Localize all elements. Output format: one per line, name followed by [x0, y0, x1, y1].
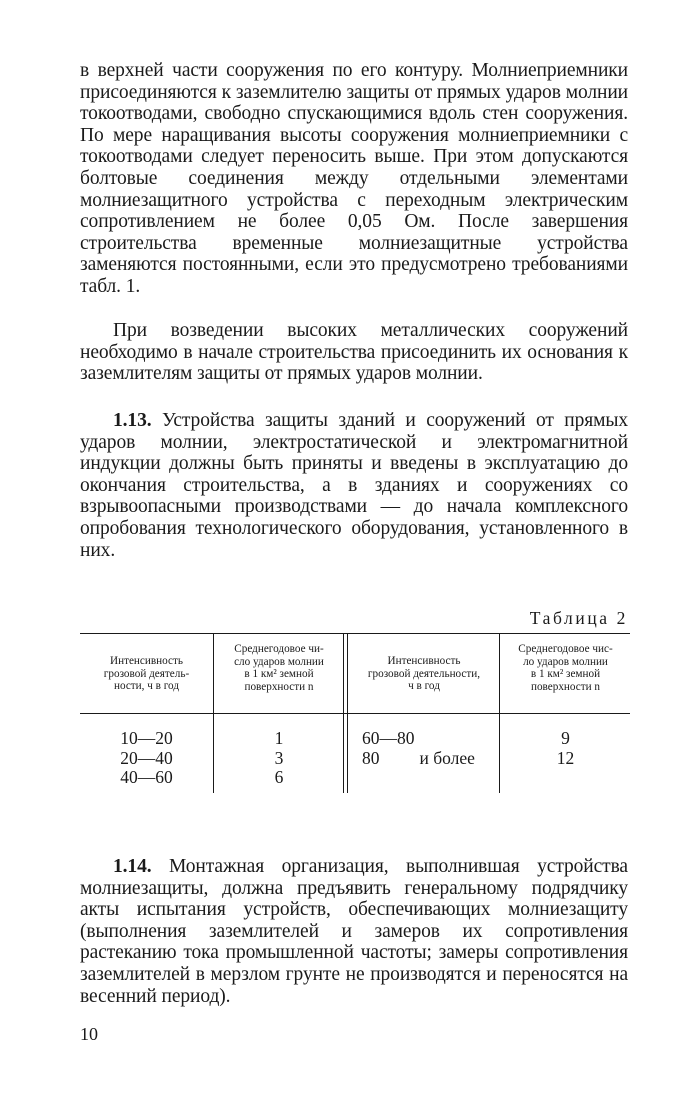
column-strikes-left — [215, 729, 343, 788]
table-cell: 60—80 — [362, 728, 415, 748]
table-cell: 3 — [274, 747, 284, 768]
table-cell: 6 — [274, 767, 284, 787]
table-cell: 12 — [556, 747, 575, 768]
page-number: 10 — [80, 1024, 98, 1044]
clause-text: Монтажная организация, выполнившая устройства молниезащиты, должна предъявить генеральному подрядчику акты испытания устройств, обеспечивающих молниезащиту (выполнения заземлителей и замеров их сопротивления растеканию тока промышленной частоты; замеры сопротивления заземлителей в мерзлом грунте не производятся и переносятся на весенний период). — [80, 856, 628, 1007]
header-strikes-right: Среднегодовое чис- ло ударов молнии в 1 км² земной поверхности n — [518, 643, 613, 693]
table-cell: 40—60 — [120, 767, 173, 787]
column-intensity-left — [80, 729, 213, 788]
clause-number: 1.14. — [113, 856, 152, 877]
header-intensity-left: Интенсивность грозовой деятель- ности, ч в год — [103, 655, 190, 693]
header-intensity-right: Интенсивность грозовой деятельности, ч в год — [367, 655, 481, 693]
table-cell: 10—20 — [120, 728, 173, 748]
table-header-rule — [80, 713, 630, 714]
table-cell: 9 — [561, 728, 570, 748]
paragraph-2: При возведении высоких металлических сооружений необходимо в начале строительства присоединить их основания к заземлителям защиты от прямых ударов молнии. — [80, 320, 628, 385]
table-cell: 80 и более — [362, 747, 475, 768]
table-cell: 1 — [274, 728, 284, 748]
table-2 — [80, 633, 630, 793]
table-caption: Таблица 2 — [529, 608, 628, 628]
clause-number: 1.13. — [113, 410, 152, 431]
paragraph-1: в верхней части сооружения по его контуру. Молниеприемники присоединяются к заземлителю защиты от прямых ударов молнии токоотводами, свободно спускающимися вдоль стен сооружения. По мере наращивания высоты сооружения молниеприемники с токоотводами следует переносить выше. При этом допускаются болтовые соединения между отдельными элементами молниезащитного устройства с переходным электрическим сопротивлением не более 0,05 Ом. После завершения строительства временные молниезащитные устройства заменяются постоянными, если это предусмотрено требованиями табл. 1. — [80, 60, 628, 297]
header-strikes-left: Среднегодовое чи- сло ударов молнии в 1 км² земной поверхности n — [234, 643, 324, 693]
table-top-rule — [80, 633, 630, 634]
paragraph-1-13 — [80, 410, 628, 561]
paragraph-1-14 — [80, 856, 628, 1007]
column-divider — [343, 633, 344, 793]
table-cell: 20—40 — [120, 747, 173, 768]
column-strikes-right — [501, 729, 630, 768]
clause-text: Устройства защиты зданий и сооружений от прямых ударов молнии, электростатической и электромагнитной индукции должны быть приняты и введены в эксплуатацию до окончания строительства, а в зданиях и сооружениях со взрывоопасными производствами — до начала комплексного опробования технологического оборудования, установленного в них. — [80, 410, 628, 561]
column-intensity-right — [362, 729, 492, 768]
